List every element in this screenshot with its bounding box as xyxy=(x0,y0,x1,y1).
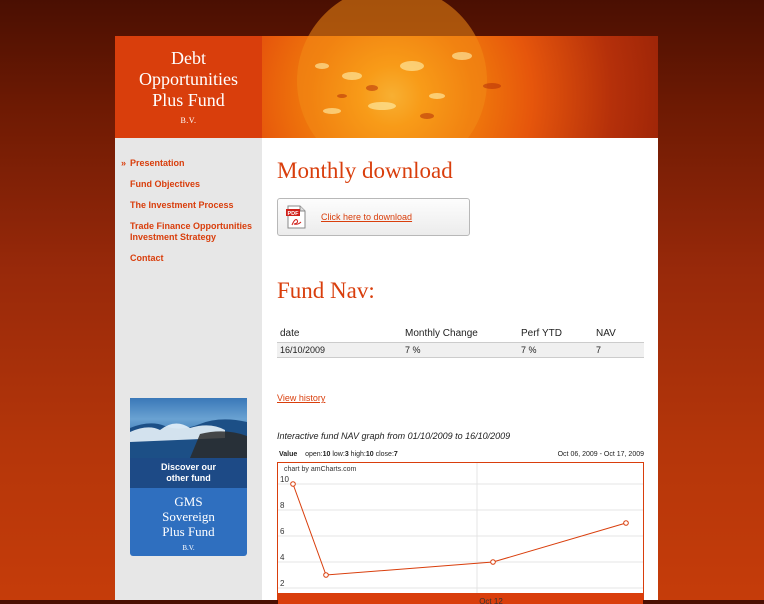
promo-other-fund[interactable] xyxy=(130,398,247,556)
sun-banner-image xyxy=(262,36,658,138)
y-tick-label: 8 xyxy=(280,501,285,510)
y-tick-label: 2 xyxy=(280,579,285,588)
table-cell: 7 xyxy=(593,343,644,358)
download-link[interactable]: Click here to download xyxy=(321,212,413,222)
brand-logo[interactable] xyxy=(115,36,262,138)
nav-item-fund-objectives[interactable] xyxy=(115,179,262,190)
brand-line-3: Plus Fund xyxy=(152,90,225,110)
column-header: NAV xyxy=(593,324,644,343)
data-point xyxy=(291,482,296,487)
table-header-row xyxy=(277,324,644,343)
promo-fund-name: GMS Sovereign Plus Fund B.V. xyxy=(162,494,215,552)
chart-ohlc-readout: Value open:10 low:3 high:10 close:7 xyxy=(279,451,398,458)
svg-text:PDF: PDF xyxy=(287,211,299,217)
table-row xyxy=(277,343,644,358)
nav-item-label: Contact xyxy=(130,253,164,263)
nav-item-label: The Investment Process xyxy=(130,200,234,210)
column-header: Perf YTD xyxy=(518,324,593,343)
monthly-download-heading: Monthly download xyxy=(277,158,453,183)
y-tick-label: 6 xyxy=(280,527,285,536)
brand-line-1: Debt xyxy=(171,48,206,68)
cursor-date-label: Oct 12 xyxy=(479,597,503,604)
column-header: Monthly Change xyxy=(402,324,518,343)
chart-date-range: Oct 06, 2009 - Oct 17, 2009 xyxy=(557,451,644,458)
data-point xyxy=(624,521,629,526)
nav-table xyxy=(277,324,644,358)
y-tick-label: 10 xyxy=(280,475,289,484)
page-frame xyxy=(115,36,658,604)
fund-nav-heading: Fund Nav: xyxy=(277,278,375,303)
chart-credit: chart by amCharts.com xyxy=(284,466,357,473)
nav-series-line xyxy=(293,484,626,575)
active-marker-icon: » xyxy=(121,158,127,168)
y-tick-label: 4 xyxy=(280,553,285,562)
nav-chart-plot[interactable] xyxy=(278,463,643,604)
nav-item-label: Fund Objectives xyxy=(130,179,201,189)
sidebar xyxy=(115,138,262,600)
nav-item-trade-finance[interactable] xyxy=(115,221,255,243)
data-point xyxy=(491,560,496,565)
download-box[interactable] xyxy=(277,198,470,236)
table-cell: 7 % xyxy=(402,343,518,358)
cursor-band xyxy=(278,593,643,604)
data-point xyxy=(324,573,329,578)
nav-item-presentation[interactable] xyxy=(115,158,262,169)
nav-item-investment-process[interactable] xyxy=(115,200,262,211)
column-header: date xyxy=(277,324,402,343)
promo-tagline: Discover our other fund xyxy=(130,458,247,488)
pdf-icon xyxy=(286,205,306,229)
brand-suffix: B.V. xyxy=(180,116,197,125)
nav-item-label: Presentation xyxy=(130,158,185,168)
brand-line-2: Opportunities xyxy=(139,69,238,89)
view-history-link[interactable]: View history xyxy=(277,393,326,403)
ocean-wave-image xyxy=(130,398,247,458)
nav-chart[interactable] xyxy=(277,462,644,604)
table-cell: 7 % xyxy=(518,343,593,358)
graph-caption: Interactive fund NAV graph from 01/10/2009 to 16/10/2009 xyxy=(277,431,511,441)
table-cell: 16/10/2009 xyxy=(277,343,402,358)
main-content xyxy=(262,138,658,604)
nav-item-contact[interactable] xyxy=(115,253,262,264)
nav-item-label: Trade Finance Opportunities Investment Strategy xyxy=(130,221,253,242)
sidebar-nav xyxy=(115,138,262,264)
